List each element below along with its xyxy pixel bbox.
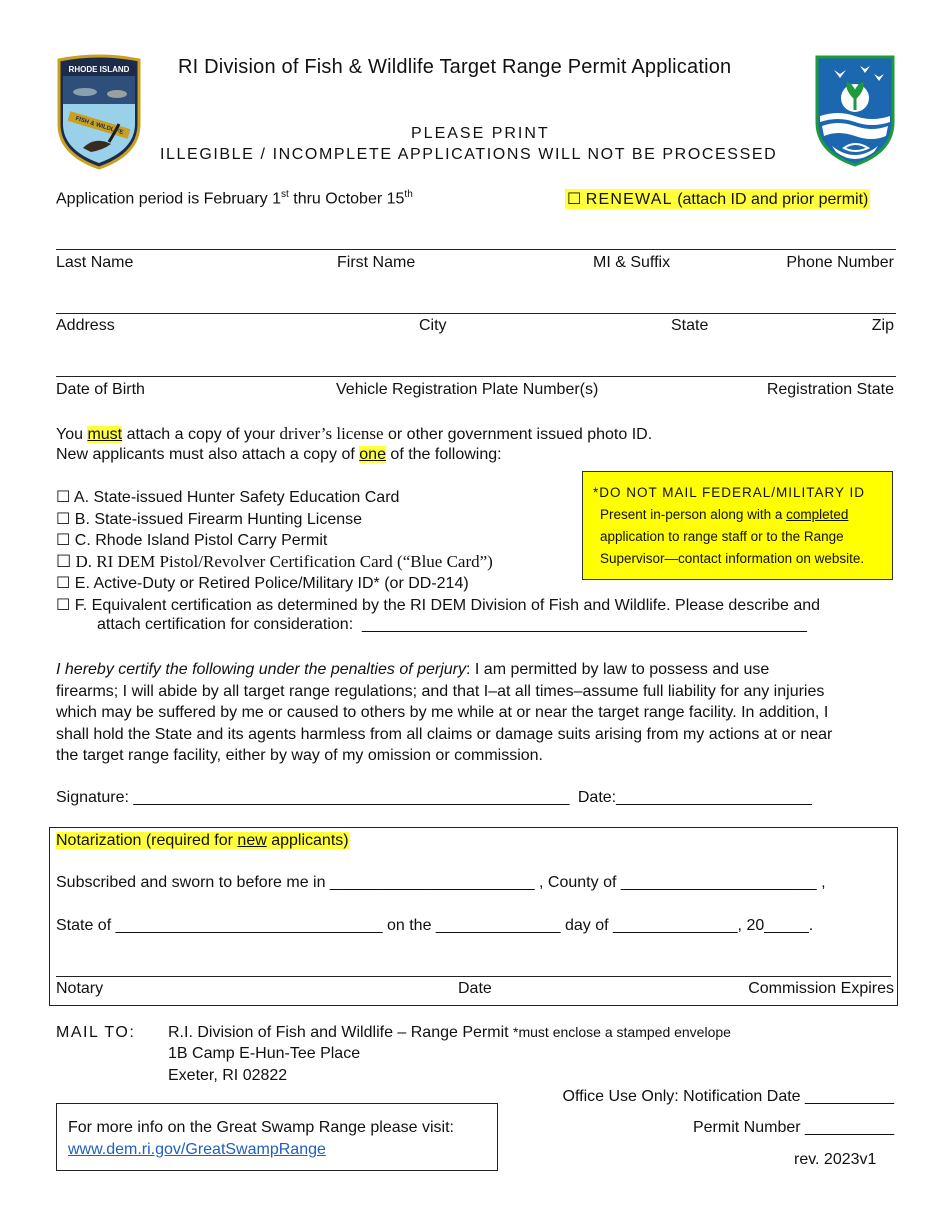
notary-signature-line[interactable] [56,976,891,977]
state-label: State [671,317,709,334]
permit-number-field[interactable]: Permit Number __________ [692,1119,894,1136]
dem-logo [814,54,896,168]
please-print-notice: PLEASE PRINT [411,125,550,142]
notary-label: Notary [56,980,104,997]
mail-to-label: MAIL TO: [56,1024,136,1041]
first-name-label: First Name [337,254,416,271]
mail-address-line2: 1B Camp E-Hun-Tee Place [168,1045,361,1062]
mail-address-line3: Exeter, RI 02822 [168,1067,288,1084]
certification-text: I hereby certify the following under the penalties of perjury: I am permitted by law to possess and use firearms; I will abide by all target range regulations; and that I–at all times–assume full liability for any injuries which may be suffered by me or caused to others by me while at or near the target range facility. In addition, I shall hold the State and its agents harmless from all claims or damage suits arising from my actions at or near the target range facility, either by way of my omission or commission. [56,661,833,764]
phone-label: Phone Number [786,254,894,271]
signature-date-field[interactable]: ______________________ [616,789,812,806]
illegible-notice: ILLEGIBLE / INCOMPLETE APPLICATIONS WILL NOT BE PROCESSED [160,146,778,163]
plate-label: Vehicle Registration Plate Number(s) [336,381,599,398]
notary-date-label: Date [458,980,492,997]
info-box [56,1103,498,1171]
page-title: RI Division of Fish & Wildlife Target Range Permit Application [178,56,732,78]
commission-expires-label: Commission Expires [748,980,894,997]
notary-subscribed-line[interactable]: Subscribed and sworn to before me in _______________________ , County of ______________________ , [56,874,826,891]
id-instruction-1: You must attach a copy of your driver’s license or other government issued photo ID. [56,424,653,443]
revision-label: rev. 2023v1 [794,1151,877,1168]
application-period: Application period is February 1st thru October 15th [56,189,413,208]
notarization-box [49,827,898,1006]
option-b[interactable]: ☐ B. State-issued Firearm Hunting License [56,511,363,528]
mail-address-line1: R.I. Division of Fish and Wildlife – Range Permit *must enclose a stamped envelope [168,1024,731,1041]
signature-line: Signature: _________________________________________________ Date:______________________ [56,789,812,806]
option-c[interactable]: ☐ C. Rhode Island Pistol Carry Permit [56,532,328,549]
svg-text:RHODE ISLAND: RHODE ISLAND [68,65,130,74]
last-name-label: Last Name [56,254,134,271]
option-f-blank[interactable]: __________________________________________________ [362,616,807,633]
notary-state-line[interactable]: State of ______________________________ on the ______________ day of ______________, 20_____. [56,917,814,934]
registration-state-label: Registration State [766,381,894,398]
dob-row-line[interactable] [56,376,896,377]
address-label: Address [56,317,115,334]
mi-suffix-label: MI & Suffix [593,254,671,271]
fish-wildlife-logo [55,54,143,170]
notification-date-field[interactable]: Office Use Only: Notification Date __________ [562,1088,894,1105]
option-d[interactable]: ☐ D. RI DEM Pistol/Revolver Certification Card (“Blue Card”) [56,552,493,571]
id-instruction-2: New applicants must also attach a copy of one of the following: [56,446,502,463]
great-swamp-link[interactable]: www.dem.ri.gov/GreatSwampRange [68,1141,326,1158]
name-row-line[interactable] [56,249,896,250]
notarization-heading: Notarization (required for new applicants) [56,832,349,849]
renewal-checkbox[interactable]: ☐ [567,191,582,208]
renewal-option[interactable]: ☐ RENEWAL (attach ID and prior permit) [567,191,869,208]
address-row-line[interactable] [56,313,896,314]
military-id-note: *DO NOT MAIL FEDERAL/MILITARY ID Present in-person along with a completed application to range staff or to the Range Supervisor—contact information on website. [582,471,893,580]
zip-label: Zip [871,317,894,334]
option-e[interactable]: ☐ E. Active-Duty or Retired Police/Military ID* (or DD-214) [56,575,469,592]
svg-text:FISH & WILDLIFE: FISH & WILDLIFE [74,115,124,137]
city-label: City [419,317,447,334]
dob-label: Date of Birth [56,381,145,398]
option-a[interactable]: ☐ A. State-issued Hunter Safety Education Card [56,489,400,506]
signature-field[interactable]: _________________________________________________ [133,789,570,806]
option-f-describe: attach certification for consideration: __________________________________________________ [97,616,807,633]
option-f[interactable]: ☐ F. Equivalent certification as determined by the RI DEM Division of Fish and Wildlife. Please describe and [56,597,821,614]
info-text: For more info on the Great Swamp Range please visit: [68,1119,454,1136]
